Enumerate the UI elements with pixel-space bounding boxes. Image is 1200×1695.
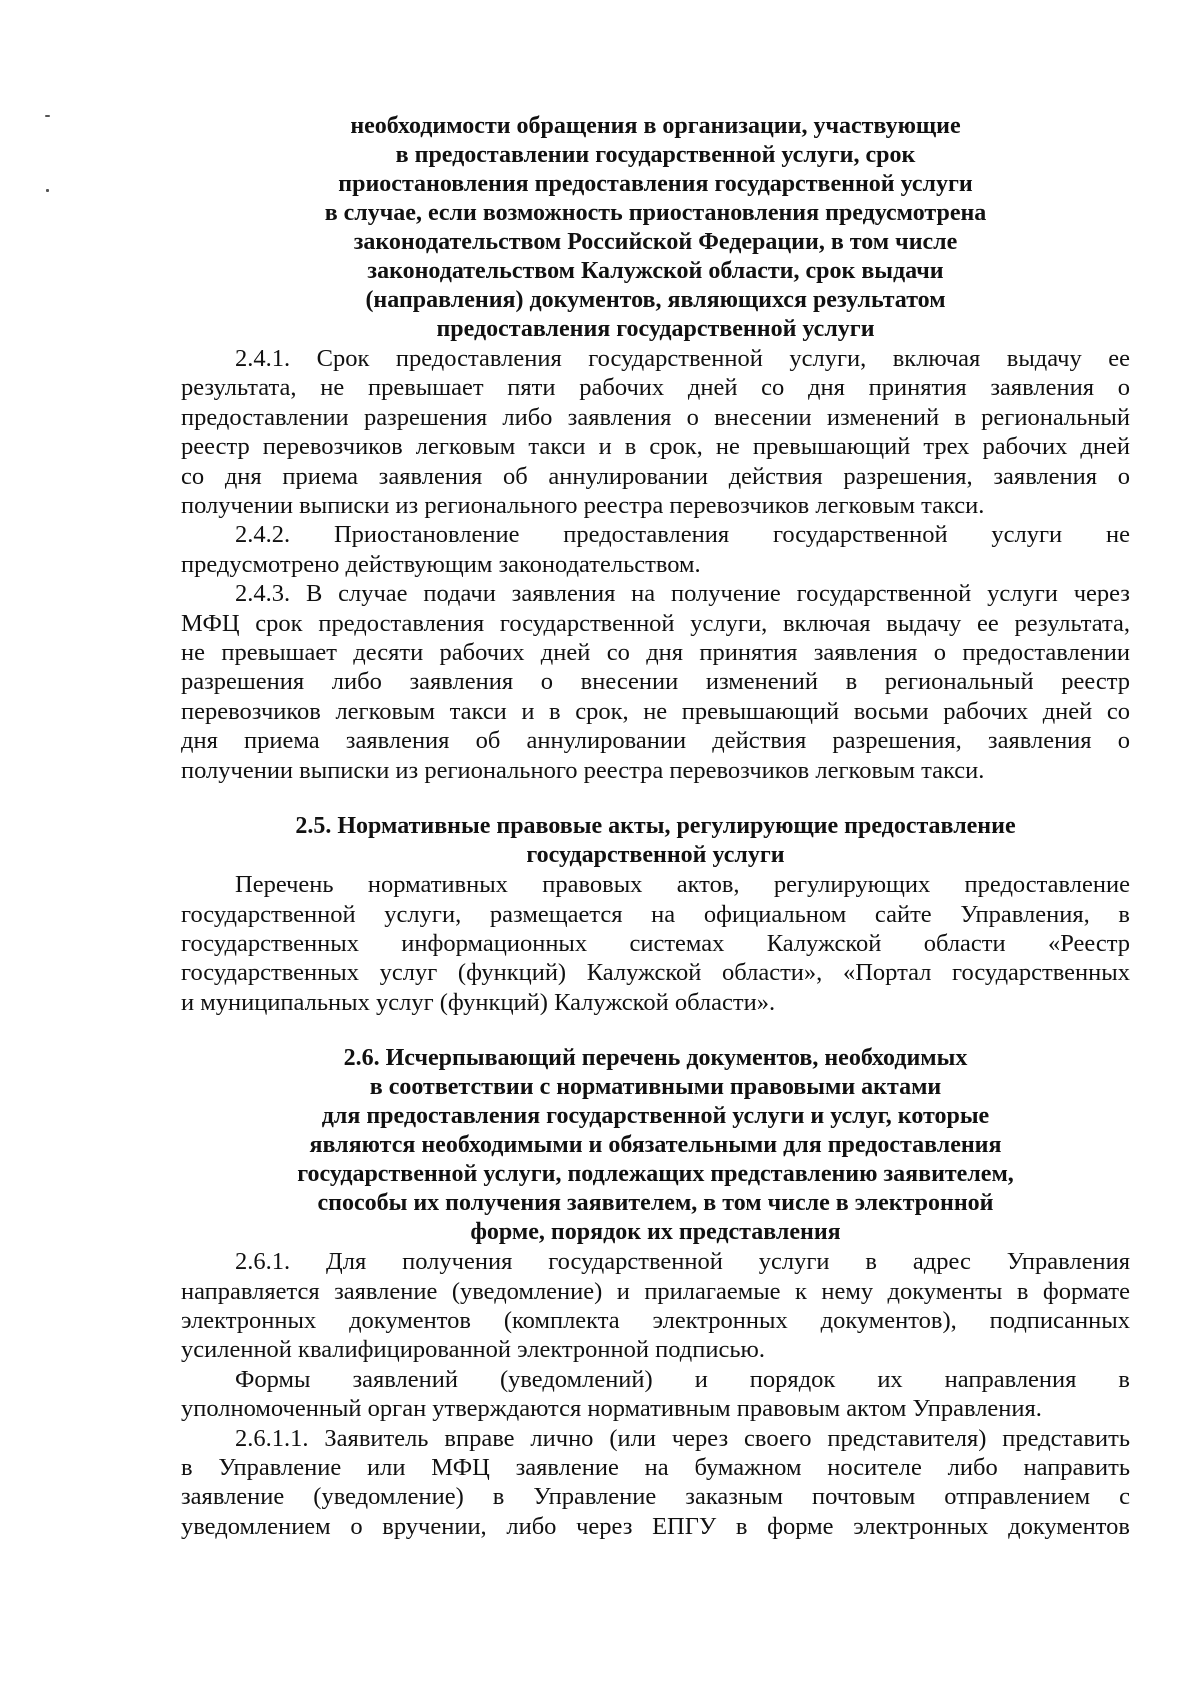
- heading-line: являются необходимыми и обязательными для предоставления: [309, 1132, 1002, 1159]
- text-line: получении выписки из регионального реестра перевозчиков легковым такси.: [181, 756, 985, 784]
- text-line: Перечень нормативных правовых актов, регулирующих предоставление: [235, 871, 1130, 899]
- heading-line: в соответствии с нормативными правовыми актами: [369, 1074, 942, 1101]
- text-line: 2.4.3. В случае подачи заявления на получение государственной услуги через: [235, 580, 1130, 608]
- heading-line: (направления) документов, являющихся результатом: [365, 287, 946, 313]
- text-line: не превышает десяти рабочих дней со дня принятия заявления о предоставлении: [181, 639, 1130, 667]
- text-line: со дня приема заявления об аннулировании действия разрешения, заявления о: [181, 462, 1130, 490]
- text-line: предусмотрено действующим законодательством.: [181, 550, 701, 578]
- text-line: получении выписки из регионального реестра перевозчиков легковым такси.: [181, 492, 985, 520]
- heading-line: в случае, если возможность приостановления предусмотрена: [324, 200, 987, 226]
- heading-line: способы их получения заявителем, в том числе в электронной: [317, 1190, 994, 1217]
- text-line: государственной услуги, размещается на официальном сайте Управления, в: [181, 900, 1130, 928]
- text-line: и муниципальных услуг (функций) Калужской области».: [181, 988, 776, 1016]
- text-line: уведомлением о вручении, либо через ЕПГУ в форме электронных документов: [181, 1512, 1130, 1540]
- scan-speck: [46, 189, 49, 192]
- text-line: государственных информационных системах Калужской области «Реестр: [181, 929, 1130, 957]
- heading-line: государственной услуги, подлежащих представлению заявителем,: [297, 1161, 1014, 1188]
- text-line: результата, не превышает пяти рабочих дней со дня принятия заявления о: [181, 374, 1130, 402]
- text-line: заявление (уведомление) в Управление заказным почтовым отправлением с: [181, 1483, 1130, 1511]
- text-line: в Управление или МФЦ заявление на бумажном носителе либо направить: [181, 1453, 1130, 1481]
- heading-line: необходимости обращения в организации, участвующие: [350, 113, 961, 139]
- section-heading-2-4: [181, 112, 1130, 344]
- paragraph-2-6-1-1: [181, 1424, 1130, 1542]
- heading-line: законодательством Калужской области, срок выдачи: [367, 258, 944, 284]
- text-line: разрешения либо заявления о внесении изменений в региональный реестр: [181, 668, 1130, 696]
- text-line: уполномоченный орган утверждаются нормативным правовым актом Управления.: [181, 1395, 1042, 1423]
- text-line: перевозчиков легковым такси и в срок, не превышающий восьми рабочих дней со: [181, 697, 1130, 725]
- heading-line: 2.6. Исчерпывающий перечень документов, необходимых: [343, 1045, 968, 1072]
- paragraph-2-5: [181, 870, 1130, 1017]
- text-line: предоставлении разрешения либо заявления о внесении изменений в региональный: [181, 403, 1130, 431]
- text-line: электронных документов (комплекта электронных документов), подписанных: [181, 1306, 1130, 1334]
- text-line: реестр перевозчиков легковым такси и в срок, не превышающий трех рабочих дней: [181, 433, 1130, 461]
- paragraph-2-4-1: [181, 344, 1130, 520]
- text-line: усиленной квалифицированной электронной подписью.: [181, 1336, 765, 1364]
- heading-line: законодательством Российской Федерации, в том числе: [353, 229, 958, 255]
- text-line: Формы заявлений (уведомлений) и порядок их направления в: [235, 1365, 1130, 1393]
- heading-line: предоставления государственной услуги: [436, 316, 875, 342]
- text-line: 2.6.1.1. Заявитель вправе лично (или через своего представителя) представить: [235, 1424, 1130, 1452]
- text-line: 2.4.1. Срок предоставления государственной услуги, включая выдачу ее: [235, 345, 1130, 372]
- text-line: 2.6.1. Для получения государственной услуги в адрес Управления: [235, 1248, 1130, 1276]
- heading-line: приостановления предоставления государственной услуги: [338, 171, 973, 197]
- section-heading-2-6: [181, 1044, 1130, 1247]
- paragraph-2-4-2: [181, 520, 1130, 579]
- document-page: [181, 112, 1130, 1541]
- paragraph-2-6-1-forms: [181, 1365, 1130, 1424]
- paragraph-2-6-1: [181, 1247, 1130, 1365]
- text-line: 2.4.2. Приостановление предоставления государственной услуги не: [235, 521, 1130, 549]
- heading-line: 2.5. Нормативные правовые акты, регулирующие предоставление: [295, 813, 1016, 840]
- text-line: направляется заявление (уведомление) и прилагаемые к нему документы в формате: [181, 1277, 1130, 1305]
- heading-line: форме, порядок их представления: [470, 1219, 841, 1246]
- text-line: дня приема заявления об аннулировании действия разрешения, заявления о: [181, 727, 1130, 755]
- text-line: государственных услуг (функций) Калужской области», «Портал государственных: [181, 959, 1130, 987]
- section-heading-2-5: [181, 812, 1130, 870]
- heading-line: в предоставлении государственной услуги, срок: [395, 142, 916, 168]
- paragraph-2-4-3: [181, 579, 1130, 785]
- heading-line: для предоставления государственной услуги и услуг, которые: [321, 1103, 990, 1130]
- heading-line: государственной услуги: [526, 842, 785, 869]
- text-line: МФЦ срок предоставления государственной услуги, включая выдачу ее результата,: [181, 609, 1130, 637]
- scan-speck: [45, 115, 50, 117]
